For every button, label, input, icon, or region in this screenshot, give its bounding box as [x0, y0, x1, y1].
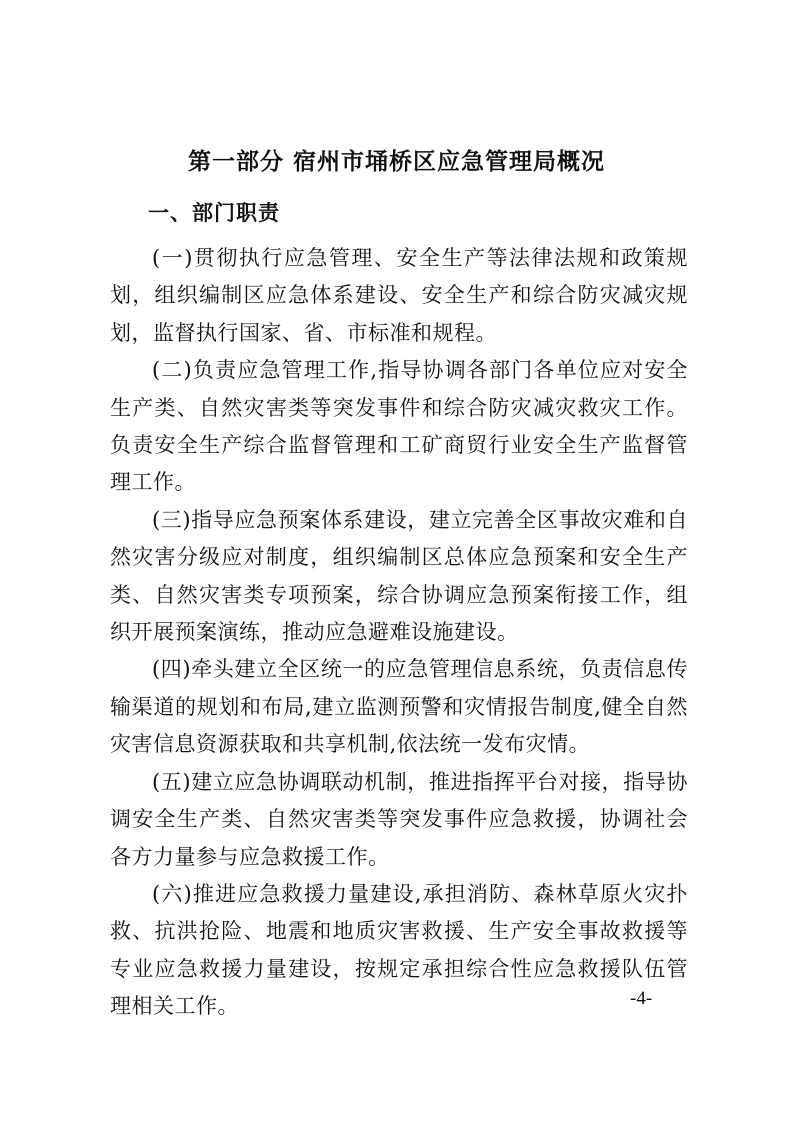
paragraph-5: (五)建立应急协调联动机制，推进指挥平台对接，指导协调安全生产类、自然灾害类等突发事件应急救援，协调社会各方力量参与应急救援工作。 — [110, 769, 688, 869]
paragraph-1: (一)贯彻执行应急管理、安全生产等法律法规和政策规划，组织编制区应急体系建设、安全生产和综合防灾减灾规划，监督执行国家、省、市标准和规程。 — [110, 246, 688, 345]
paragraph-3: (三)指导应急预案体系建设，建立完善全区事故灾难和自然灾害分级应对制度，组织编制区总体应急预案和安全生产类、自然灾害类专项预案，综合协调应急预案衔接工作，组织开展预案演练，推动应急避难设施建设。 — [110, 507, 688, 645]
page-number: -4- — [630, 988, 653, 1009]
section-heading: 一、部门职责 — [148, 201, 280, 225]
body-text — [110, 240, 688, 1026]
paragraph-6: (六)推进应急救援力量建设,承担消防、森林草原火灾扑救、抗洪抢险、地震和地质灾害救援、生产安全事故救援等专业应急救援力量建设，按规定承担综合性应急救援队伍管理相关工作。 — [110, 881, 688, 1019]
paragraph-4: (四)牵头建立全区统一的应急管理信息系统，负责信息传输渠道的规划和布局,建立监测预警和灾情报告制度,健全自然灾害信息资源获取和共享机制,依法统一发布灾情。 — [110, 657, 688, 757]
page-title: 第一部分 宿州市埇桥区应急管理局概况 — [187, 149, 605, 175]
paragraph-2: (二)负责应急管理工作,指导协调各部门各单位应对安全生产类、自然灾害类等突发事件和综合防灾减灾救灾工作。负责安全生产综合监督管理和工矿商贸行业安全生产监督管理工作。 — [110, 358, 688, 495]
